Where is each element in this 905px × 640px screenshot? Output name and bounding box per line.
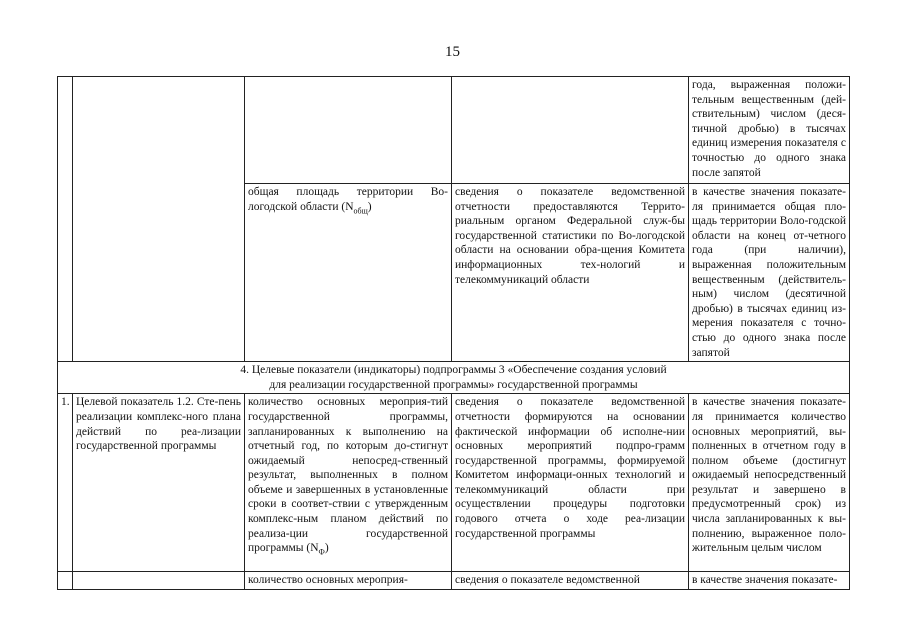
row-number-cell [58,77,73,362]
method-cell: в качестве значения показате- [689,572,850,590]
row-number-cell [58,572,73,590]
source-cell: сведения о показателе ведомственной [452,572,689,590]
formula-suffix: ) [367,200,372,213]
section-heading-line1: 4. Целевые показатели (индикаторы) подпрограммы 3 «Обеспечение создания условий [240,364,667,377]
section-heading [58,362,850,394]
table-row [58,572,850,590]
formula-cell: количество основных мероприя- [245,572,452,590]
formula-cell [245,184,452,362]
section-heading-row [58,362,850,394]
formula-text: количество основных мероприя-тий государственной программы, запланированных к выполнению на отчетный год, по которым до-стигнут ожидаемый непосред-ственный результат, выполненных в полном объеме и завершенных в установленные сроки в соответ-ствии с утвержденным комплекс-ным планом действий по реализа-ции государственной программы (N [248,396,448,555]
formula-subscript: общ [353,205,368,215]
row-number-cell: 1. [58,394,73,572]
formula-text: общая площадь территории Во-логодской области (N [248,186,448,213]
formula-cell [245,77,452,184]
page-number: 15 [445,44,460,60]
source-cell: сведения о показателе ведомственной отчетности предоставляются Террито-риальным органом Федеральной служ-бы государственной статистики по Во-логодской области на основании обра-щения Комитета информационных тех-нологий и телекоммуникаций области [452,184,689,362]
formula-cell [245,394,452,572]
method-cell: в качестве значения показате-ля принимается количество основных мероприятий, вы-полненных в отчетном году в полном объеме (достигнут ожидаемый непосредственный результат и завершено в предусмотренный срок) из числа запланированных к вы-полнению, выраженное поло-жительным целым числом [689,394,850,572]
formula-suffix: ) [324,542,329,555]
indicators-table [57,76,850,590]
method-cell: в качестве значения показате-ля принимается общая пло-щадь территории Воло-годской области на конец от-четного года (при наличии), выраженная положительным вещественным (действитель-ным) числом (десятичной дробью) в тысячах единиц из-мерения показателя с точно-стью до одного знака после запятой [689,184,850,362]
source-cell [452,77,689,184]
table-row [58,394,850,572]
indicator-cell [73,572,245,590]
indicator-cell [73,77,245,362]
formula-subscript: Ф [318,547,325,557]
table-row [58,77,850,184]
section-heading-line2: для реализации государственной программы» государственной программы [269,378,638,391]
source-cell: сведения о показателе ведомственной отчетности формируются на основании фактической информации об исполне-нии основных мероприятий подпро-грамм государственной программы, формируемой Комитетом информаци-онных технологий и телекоммуникаций области при осуществлении процедуры подготовки годового отчета о ходе реа-лизации государственной программы [452,394,689,572]
indicator-cell: Целевой показатель 1.2. Сте-пень реализации комплекс-ного плана действий по реа-лизации государственной программы [73,394,245,572]
method-cell: года, выраженная положи-тельным вещественным (дей-ствительным) числом (деся-тичной дробью) в тысячах единиц измерения показателя с точностью до одного знака после запятой [689,77,850,184]
